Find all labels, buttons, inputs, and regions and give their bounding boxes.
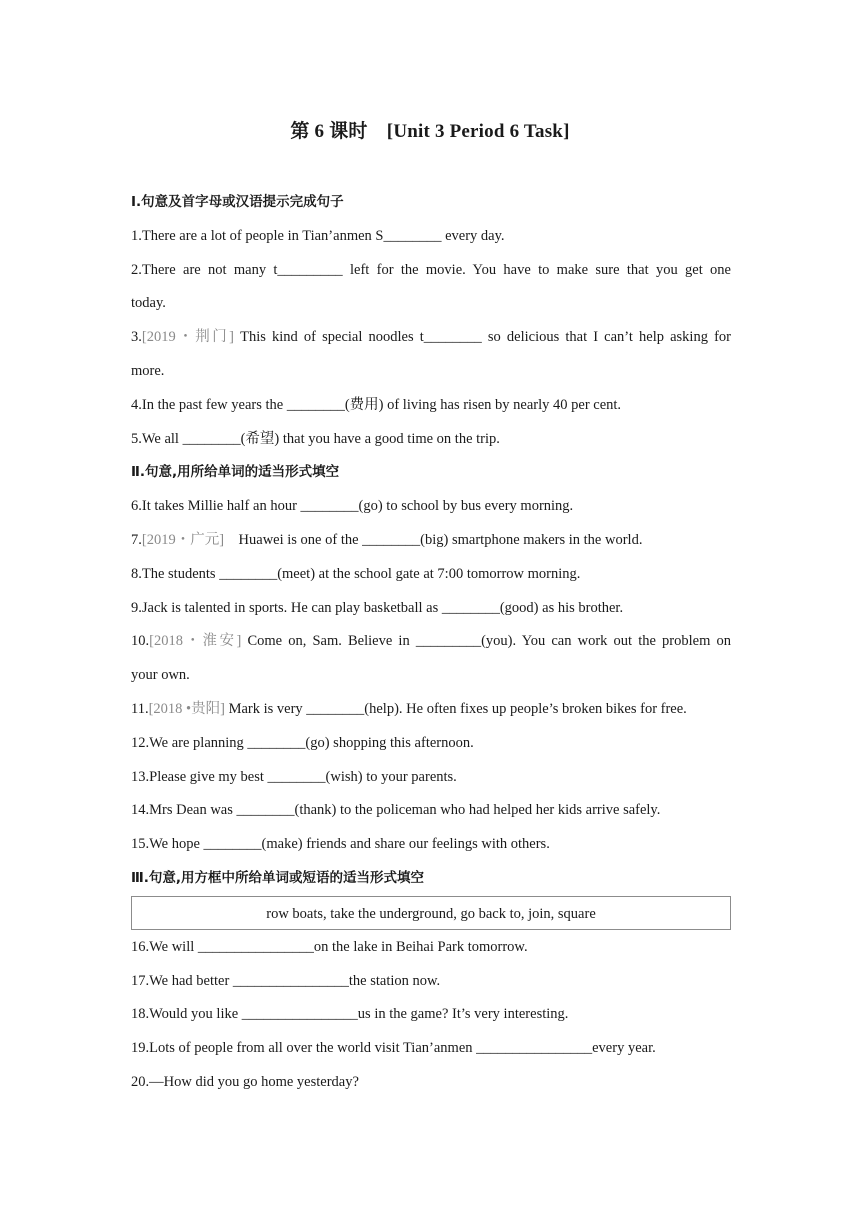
question-11-source: [2018 •贵阳]	[148, 700, 225, 717]
question-17: 17.We had better ________________the station now.	[131, 972, 441, 989]
question-8: 8.The students ________(meet) at the school gate at 7:00 tomorrow morning.	[131, 565, 581, 582]
question-11-number: 11.	[131, 700, 149, 717]
question-9: 9.Jack is talented in sports. He can play basketball as ________(good) as his brother.	[131, 599, 624, 616]
question-2-line-1: 2.There are not many t_________ left for the movie. You have to make sure that you get one	[131, 261, 731, 278]
question-3-number: 3.	[131, 329, 142, 346]
section-heading-3: Ⅲ.句意,用方框中所给单词或短语的适当形式填空	[131, 869, 425, 886]
question-11-text: Mark is very ________(help). He often fixes up people’s broken bikes for free.	[224, 700, 687, 717]
word-box-wrapper	[131, 896, 731, 931]
question-19: 19.Lots of people from all over the world visit Tian’anmen ________________every year.	[131, 1040, 656, 1057]
section-heading-1: Ⅰ.句意及首字母或汉语提示完成句子	[131, 194, 344, 210]
question-3-line-1	[131, 321, 731, 355]
question-10-number: 10.	[131, 633, 150, 650]
page-title: 第 6 课时 [Unit 3 Period 6 Task]	[290, 121, 570, 142]
question-6: 6.It takes Millie half an hour ________(go) to school by bus every morning.	[131, 498, 574, 515]
question-11	[131, 693, 731, 727]
question-14: 14.Mrs Dean was ________(thank) to the policeman who had helped her kids arrive safely.	[131, 802, 661, 819]
question-3-text: This kind of special noodles t________ so delicious that I can’t help asking for	[234, 329, 731, 346]
question-20: 20.—How did you go home yesterday?	[131, 1073, 359, 1090]
worksheet-content	[131, 186, 731, 1100]
question-1: 1.There are a lot of people in Tian’anmen S________ every day.	[131, 227, 505, 244]
question-4: 4.In the past few years the ________(费用) of living has risen by nearly 40 per cent.	[131, 396, 622, 413]
question-16: 16.We will ________________on the lake in Beihai Park tomorrow.	[131, 938, 528, 955]
question-10-source: [2018・淮安]	[149, 633, 242, 650]
question-7-text: Huawei is one of the ________(big) smartphone makers in the world.	[224, 531, 643, 548]
question-7-number: 7.	[131, 531, 142, 548]
question-7	[131, 524, 731, 558]
question-10-line-1	[131, 625, 731, 659]
question-10-line-2: your own.	[131, 667, 190, 684]
question-15: 15.We hope ________(make) friends and share our feelings with others.	[131, 836, 550, 853]
question-7-source: [2019・广元]	[141, 531, 225, 548]
question-12: 12.We are planning ________(go) shopping this afternoon.	[131, 734, 474, 751]
section-heading-2: Ⅱ.句意,用所给单词的适当形式填空	[131, 464, 340, 481]
question-5: 5.We all ________(希望) that you have a good time on the trip.	[131, 430, 500, 447]
question-10-text: Come on, Sam. Believe in _________(you). You can work out the problem on	[241, 633, 731, 650]
question-18: 18.Would you like ________________us in the game? It’s very interesting.	[131, 1006, 569, 1023]
question-3-line-2: more.	[131, 362, 165, 379]
question-13: 13.Please give my best ________(wish) to your parents.	[131, 768, 457, 785]
word-box: row boats, take the underground, go back to, join, square	[131, 896, 731, 930]
question-2-line-2: today.	[131, 295, 166, 312]
question-3-source: [2019・荆门]	[141, 329, 235, 346]
